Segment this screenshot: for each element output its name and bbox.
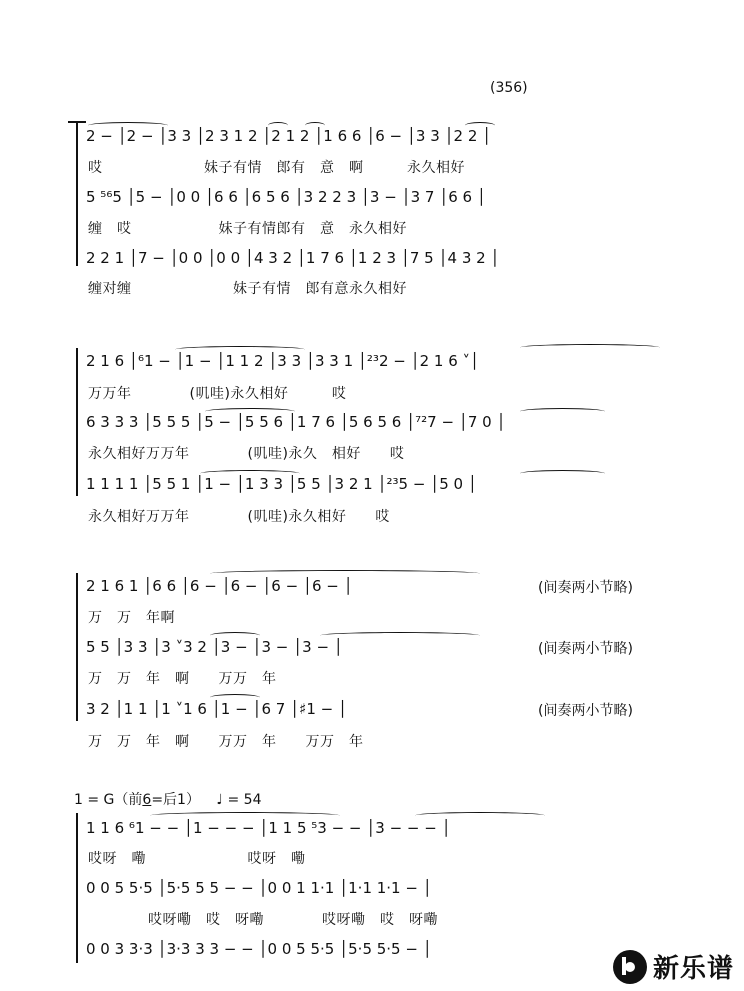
tie-mark (88, 122, 168, 129)
tie-mark (175, 346, 305, 353)
tie-mark (268, 122, 288, 129)
lyrics-line-voice-1: 万万年 (叽哇)永久相好 哎 (88, 386, 347, 402)
tie-mark (150, 812, 340, 819)
lyrics-line-voice-2: 万 万 年 啊 万万 年 (88, 671, 277, 687)
tie-mark (415, 812, 545, 819)
notation-line-voice-2: 6 3 3 3 │5 5 5 │5 − │5 5 6 │1 7 6 │5 6 5 6 │⁷²7 − │7 0 │ (86, 413, 506, 431)
tie-mark (200, 470, 300, 477)
tie-mark (320, 632, 480, 639)
system-bracket (76, 813, 78, 963)
notation-line-voice-1: 2 − │2 − │3 3 │2 3 1 2 │2 1 2 │1 6 6 │6 − │3 3 │2 2 │ (86, 127, 492, 145)
key-equals: =后 (151, 792, 178, 808)
bracket-top-cap (68, 121, 86, 123)
system-bracket (76, 573, 78, 721)
tempo-marking: ♩ = 54 (216, 792, 262, 808)
record-disc-icon (613, 950, 647, 984)
tie-mark (465, 122, 495, 129)
lyrics-line-voice-2: 哎呀嘞 哎 呀嘞 哎呀嘞 哎 呀嘞 (148, 912, 438, 928)
notation-line-voice-3: 0 0 3 3·3 │3·3 3 3 − − │0 0 5 5·5 │5·5 5·5 − │ (86, 940, 432, 958)
lyrics-line-voice-1: 万 万 年啊 (88, 610, 175, 626)
lyrics-line-voice-1: 哎 妹子有情 郎有 意 啊 永久相好 (88, 160, 465, 176)
key-close: ） (185, 792, 200, 808)
key-label: 1 = G（前 (74, 792, 143, 808)
lyrics-line-voice-3: 万 万 年 啊 万万 年 万万 年 (88, 734, 364, 750)
notation-line-voice-3: 3 2 │1 1 │1 ˅1 6 │1 − │6 7 │♯1 − │ (86, 700, 348, 718)
lyrics-line-voice-3: 缠对缠 妹子有情 郎有意永久相好 (88, 281, 407, 297)
notation-line-voice-2: 0 0 5 5·5 │5·5 5 5 − − │0 0 1 1·1 │1·1 1·1 − │ (86, 879, 432, 897)
interlude-note: (间奏两小节略) (538, 580, 633, 596)
tie-mark (520, 344, 660, 351)
notation-line-voice-2: 5 5 │3 3 │3 ˅3 2 │3 − │3 − │3 − │ (86, 638, 343, 656)
tie-mark (205, 408, 295, 415)
tie-mark (305, 122, 325, 129)
interlude-note: (间奏两小节略) (538, 703, 633, 719)
notation-line-voice-3: 2 2 1 │7 − │0 0 │0 0 │4 3 2 │1 7 6 │1 2 3 │7 5 │4 3 2 │ (86, 249, 500, 267)
lyrics-line-voice-2: 缠 哎 妹子有情郎有 意 永久相好 (88, 221, 407, 237)
key-note-after: 1 (177, 792, 186, 808)
notation-line-voice-2: 5 ⁵⁶5 │5 − │0 0 │6 6 │6 5 6 │3 2 2 3 │3 − │3 7 │6 6 │ (86, 188, 486, 206)
tie-mark (520, 470, 605, 477)
notation-line-voice-1: 1 1 6 ⁶1 − − │1 − − − │1 1 5 ⁵3 − − │3 − − − │ (86, 819, 451, 837)
lyrics-line-voice-1: 哎呀 嘞 哎呀 嘞 (88, 851, 306, 867)
notation-line-voice-1: 2 1 6 1 │6 6 │6 − │6 − │6 − │6 − │ (86, 577, 353, 595)
system-bracket (76, 121, 78, 266)
site-logo (613, 948, 734, 985)
tie-mark (210, 632, 260, 639)
key-note-before: 6 (142, 792, 152, 808)
logo-text: 新乐谱 (652, 954, 734, 984)
notation-line-voice-1: 2 1 6 │⁶1 − │1 − │1 1 2 │3 3 │3 3 1 │²³2 − │2 1 6 ˅│ (86, 352, 480, 370)
system-bracket (76, 348, 78, 496)
intro-fragment: (356) (490, 80, 528, 96)
lyrics-line-voice-2: 永久相好万万年 (叽哇)永久 相好 哎 (88, 446, 405, 462)
tie-mark (210, 570, 480, 577)
interlude-note: (间奏两小节略) (538, 641, 633, 657)
tie-mark (210, 694, 260, 701)
key-signature-line (74, 789, 261, 809)
lyrics-line-voice-3: 永久相好万万年 (叽哇)永久相好 哎 (88, 509, 390, 525)
notation-line-voice-3: 1 1 1 1 │5 5 1 │1 − │1 3 3 │5 5 │3 2 1 │²³5 − │5 0 │ (86, 475, 477, 493)
tie-mark (520, 408, 605, 415)
